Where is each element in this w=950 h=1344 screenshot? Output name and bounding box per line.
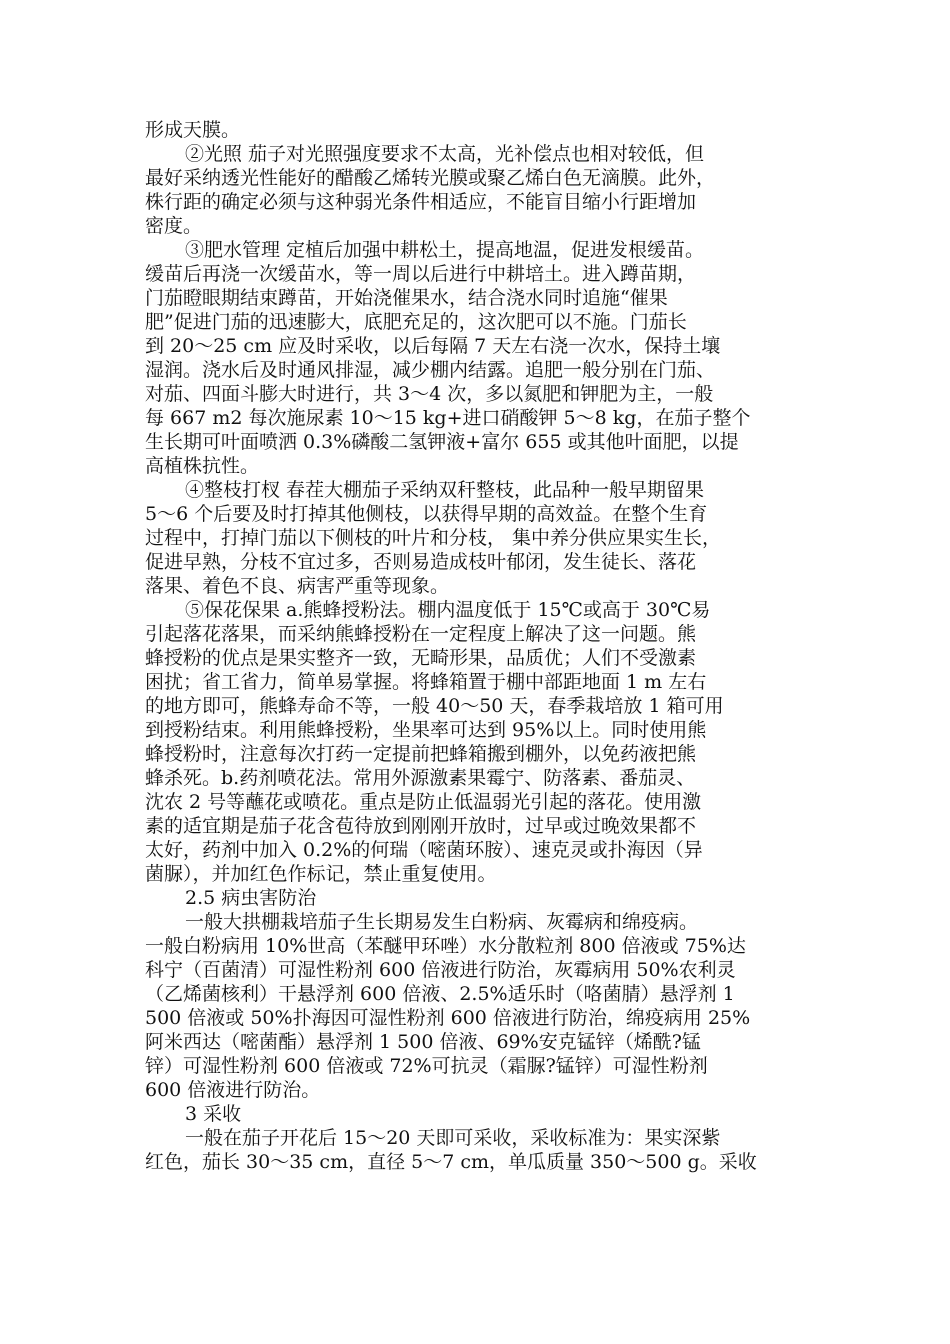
text-line: 阿米西达（嘧菌酯）悬浮剂 1 500 倍液、69%安克锰锌（烯酰?锰 [145, 1031, 701, 1053]
document-body [145, 118, 815, 1174]
text-line: 每 667 m2 每次施尿素 10～15 kg+进口硝酸钾 5～8 kg，在茄子整个 [145, 407, 751, 429]
paragraph-first-line: ④整枝打杈 春茬大棚茄子采纳双秆整枝，此品种一般早期留果 [185, 479, 705, 501]
text-line: 密度。 [145, 215, 203, 237]
text-line: 5～6 个后要及时打掉其他侧枝，以获得早期的高效益。在整个生育 [145, 503, 708, 525]
text-line: 到授粉结束。利用熊蜂授粉，坐果率可达到 95%以上。同时使用熊 [145, 719, 707, 741]
text-line: 过程中，打掉门茄以下侧枝的叶片和分枝， 集中养分供应果实生长， [145, 527, 722, 549]
text-line: 促进早熟，分枝不宜过多，否则易造成枝叶郁闭，发生徒长、落花 [145, 551, 697, 573]
paragraph-first-line: 3 采收 [185, 1103, 242, 1125]
paragraph-first-line: ⑤保花保果 a.熊蜂授粉法。棚内温度低于 15℃或高于 30℃易 [185, 599, 711, 621]
text-line: 门茄瞪眼期结束蹲苗，开始浇催果水，结合浇水同时追施“催果 [145, 287, 668, 309]
text-line: 生长期可叶面喷洒 0.3%磷酸二氢钾液+富尔 655 或其他叶面肥，以提 [145, 431, 739, 453]
text-line: 600 倍液进行防治。 [145, 1079, 321, 1101]
text-line: 锌）可湿性粉剂 600 倍液或 72%可抗灵（霜脲?锰锌）可湿性粉剂 [145, 1055, 708, 1077]
text-line: 引起落花落果，而采纳熊蜂授粉在一定程度上解决了这一问题。熊 [145, 623, 697, 645]
text-line: 形成天膜。 [145, 119, 241, 141]
text-line: 到 20～25 cm 应及时采收，以后每隔 7 天左右浇一次水，保持土壤 [145, 335, 721, 357]
text-line: 株行距的确定必须与这种弱光条件相适应，不能盲目缩小行距增加 [145, 191, 697, 213]
text-line: 肥”促进门茄的迅速膨大，底肥充足的，这次肥可以不施。门茄长 [145, 311, 687, 333]
text-line: 红色，茄长 30～35 cm，直径 5～7 cm，单瓜质量 350～500 g。采收 [145, 1151, 757, 1173]
text-line: 蜂杀死。b.药剂喷花法。常用外源激素果霉宁、防落素、番茄灵、 [145, 767, 696, 789]
paragraph-first-line: ③肥水管理 定植后加强中耕松土，提高地温，促进发根缓苗。 [185, 239, 705, 261]
paragraph-first-line: 2.5 病虫害防治 [185, 887, 317, 909]
text-line: 菌脲），并加红色作标记，禁止重复使用。 [145, 863, 497, 885]
text-line: 素的适宜期是茄子花含苞待放到刚刚开放时，过早或过晚效果都不 [145, 815, 697, 837]
text-line: （乙烯菌核利）干悬浮剂 600 倍液、2.5%适乐时（咯菌腈）悬浮剂 1 [145, 983, 735, 1005]
paragraph-first-line: 一般大拱棚栽培茄子生长期易发生白粉病、灰霉病和绵疫病。 [185, 911, 699, 933]
text-line: 太好，药剂中加入 0.2%的何瑞（嘧菌环胺）、速克灵或扑海因（异 [145, 839, 703, 861]
text-line: 湿润。浇水后及时通风排湿，减少棚内结露。追肥一般分别在门茄、 [145, 359, 716, 381]
text-line: 落果、着色不良、病害严重等现象。 [145, 575, 450, 597]
text-line: 缓苗后再浇一次缓苗水，等一周以后进行中耕培土。进入蹲苗期， [145, 263, 697, 285]
text-line: 500 倍液或 50%扑海因可湿性粉剂 600 倍液进行防治，绵疫病用 25% [145, 1007, 751, 1029]
text-line: 最好采纳透光性能好的醋酸乙烯转光膜或聚乙烯白色无滴膜。此外， [145, 167, 716, 189]
text-line: 困扰；省工省力，简单易掌握。将蜂箱置于棚中部距地面 1 m 左右 [145, 671, 707, 693]
text-line: 蜂授粉的优点是果实整齐一致，无畸形果，品质优；人们不受激素 [145, 647, 697, 669]
text-line: 对茄、四面斗膨大时进行，共 3～4 次，多以氮肥和钾肥为主，一般 [145, 383, 714, 405]
text-line: 科宁（百菌清）可湿性粉剂 600 倍液进行防治，灰霉病用 50%农利灵 [145, 959, 736, 981]
text-line: 沈农 2 号等蘸花或喷花。重点是防止低温弱光引起的落花。使用激 [145, 791, 702, 813]
paragraph-first-line: ②光照 茄子对光照强度要求不太高，光补偿点也相对较低，但 [185, 143, 705, 165]
text-line: 的地方即可，熊蜂寿命不等，一般 40～50 天，春季栽培放 1 箱可用 [145, 695, 724, 717]
text-line: 高植株抗性。 [145, 455, 260, 477]
text-line: 蜂授粉时，注意每次打药一定提前把蜂箱搬到棚外，以免药液把熊 [145, 743, 697, 765]
text-line: 一般白粉病用 10%世高（苯醚甲环唑）水分散粒剂 800 倍液或 75%达 [145, 935, 746, 957]
paragraph-first-line: 一般在茄子开花后 15～20 天即可采收，采收标准为：果实深紫 [185, 1127, 721, 1149]
